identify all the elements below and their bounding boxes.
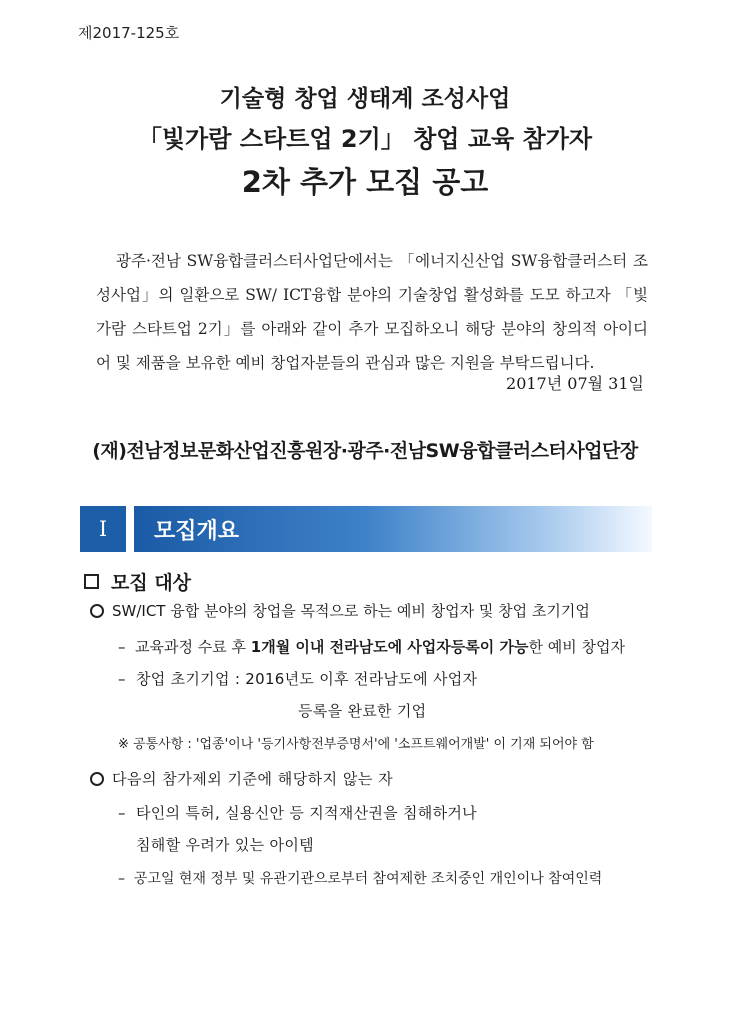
- dash-bullet: –: [118, 670, 126, 688]
- dash-bullet: –: [118, 638, 126, 656]
- eligible-item: [90, 600, 590, 621]
- excluded-detail-1-line2: 침해할 우려가 있는 아이템: [136, 836, 314, 854]
- eligible-detail-1-post: 한 예비 창업자: [528, 638, 625, 656]
- subsection-heading: [84, 568, 191, 595]
- subsection-title: 모집 대상: [111, 572, 192, 594]
- eligible-detail-2-line1: 창업 초기기업 : 2016년도 이후 전라남도에 사업자: [135, 670, 478, 688]
- excluded-detail-2-text: 공고일 현재 정부 및 유관기관으로부터 참여제한 조치중인 개인이나 참여인력: [133, 871, 603, 887]
- section-number: I: [80, 506, 126, 552]
- dash-bullet: –: [118, 871, 125, 887]
- circle-bullet-icon: [90, 772, 104, 786]
- excluded-detail-1-line1: 타인의 특허, 실용신안 등 지적재산권을 침해하거나: [135, 804, 477, 822]
- square-bullet-icon: [84, 574, 99, 589]
- title-line-3: 2차 추가 모집 공고: [241, 165, 489, 199]
- title-line-1: 기술형 창업 생태계 조성사업: [219, 86, 511, 112]
- excluded-item: [90, 768, 393, 789]
- section-title-bar: [134, 506, 652, 552]
- section-header: [80, 506, 652, 552]
- eligible-text: SW/ICT 융합 분야의 창업을 목적으로 하는 예비 창업자 및 창업 초기기업: [112, 602, 590, 620]
- issuer: (재)전남정보문화산업진흥원장·광주·전남SW융합클러스터사업단장: [92, 440, 638, 462]
- dash-bullet: –: [118, 804, 126, 822]
- excluded-text: 다음의 참가제외 기준에 해당하지 않는 자: [112, 770, 394, 788]
- announcement-date: 2017년 07월 31일: [506, 374, 644, 393]
- circle-bullet-icon: [90, 604, 104, 618]
- document-number: 제2017-125호: [78, 24, 180, 42]
- intro-paragraph: 광주·전남 SW융합클러스터사업단에서는 「에너지신산업 SW융합클러스터 조성사업」의 일환으로 SW/ ICT융합 분야의 기술창업 활성화를 도모 하고자 「빛가람 스타트업 2기」를 아래와 같이 추가 모집하오니 해당 분야의 창의적 아이디어 및 제품을 보유한 예비 창업자분들의 관심과 많은 지원을 부탁드립니다.: [96, 252, 648, 372]
- common-note: ※ 공통사항 : '업종'이나 '등기사항전부증명서'에 '소프트웨어개발' 이 기재 되어야 함: [118, 737, 594, 752]
- eligible-detail-1-bold: 1개월 이내 전라남도에 사업자등록이 가능: [250, 638, 529, 656]
- eligible-detail-2: [118, 668, 477, 689]
- title-line-2: 「빛가람 스타트업 2기」 창업 교육 참가자: [137, 125, 593, 153]
- excluded-detail-2: [118, 868, 602, 888]
- excluded-detail-1: [118, 802, 477, 823]
- eligible-detail-2-line2: 등록을 완료한 기업: [298, 702, 427, 720]
- eligible-detail-1-pre: 교육과정 수료 후: [135, 638, 251, 656]
- section-title: 모집개요: [154, 518, 240, 544]
- eligible-detail-1: [118, 636, 625, 657]
